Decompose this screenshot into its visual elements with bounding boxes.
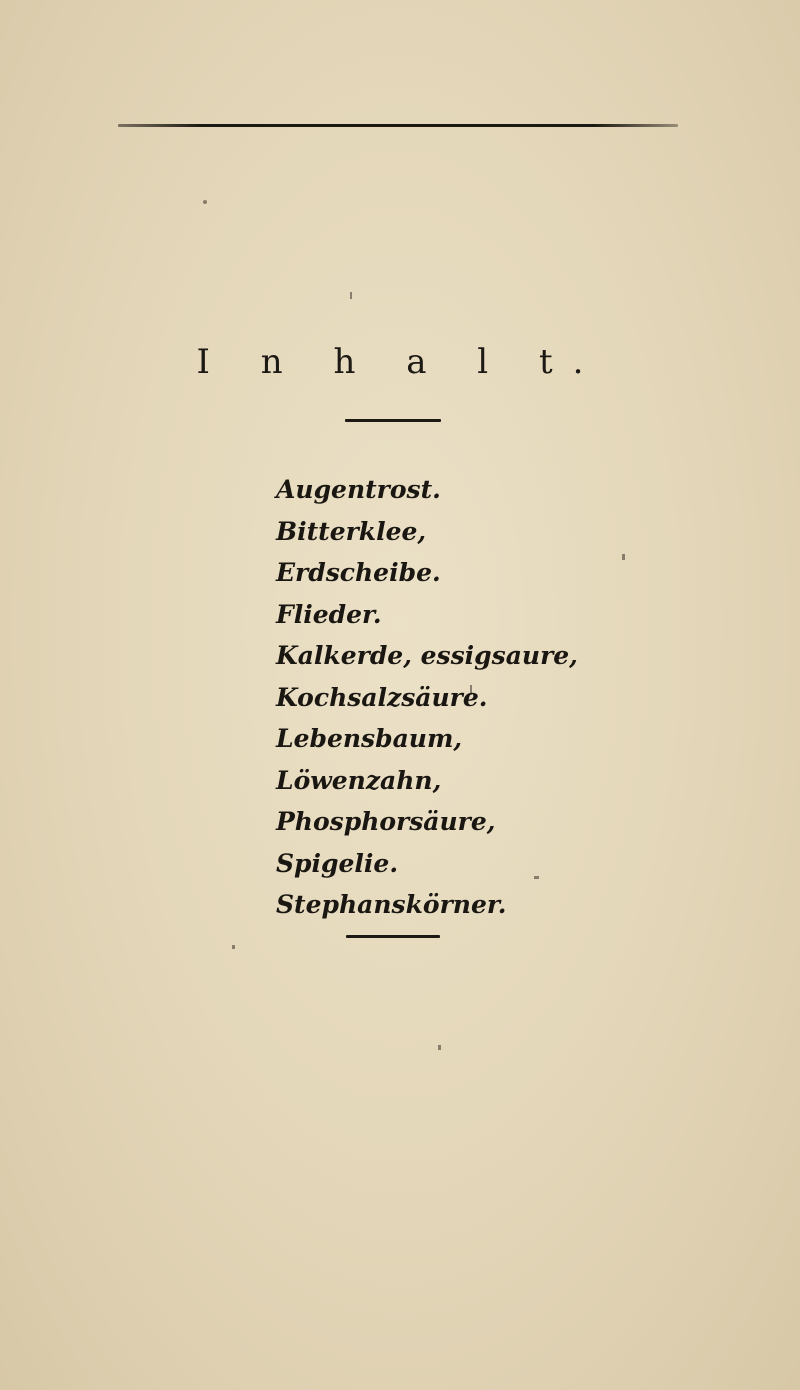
paper-speck [203, 200, 207, 204]
contents-entry: Kochsalzsäure. [276, 682, 488, 712]
contents-entry: Phosphorsäure, [276, 807, 496, 836]
paper-speck [232, 945, 235, 949]
top-rule [118, 124, 678, 127]
contents-entry: Spigelie. [276, 848, 399, 878]
bottom-rule [346, 935, 440, 938]
contents-entry: Kalkerde, essigsaure, [276, 641, 578, 670]
paper-speck [438, 1045, 441, 1050]
contents-entry: Bitterklee, [276, 516, 427, 546]
contents-entry: Erdscheibe. [276, 558, 441, 587]
contents-entry: Lebensbaum, [276, 724, 463, 753]
contents-entry: Augentrost. [276, 475, 441, 504]
page-title: I n h a l t. [196, 342, 604, 382]
contents-entry: Löwenzahn, [276, 765, 442, 795]
paper-speck [350, 292, 352, 299]
contents-entry: Flieder. [276, 599, 382, 629]
contents-entry: Stephanskörner. [276, 890, 507, 919]
title-rule [345, 419, 441, 422]
paper-speck [622, 554, 625, 560]
contents-list [276, 469, 578, 926]
